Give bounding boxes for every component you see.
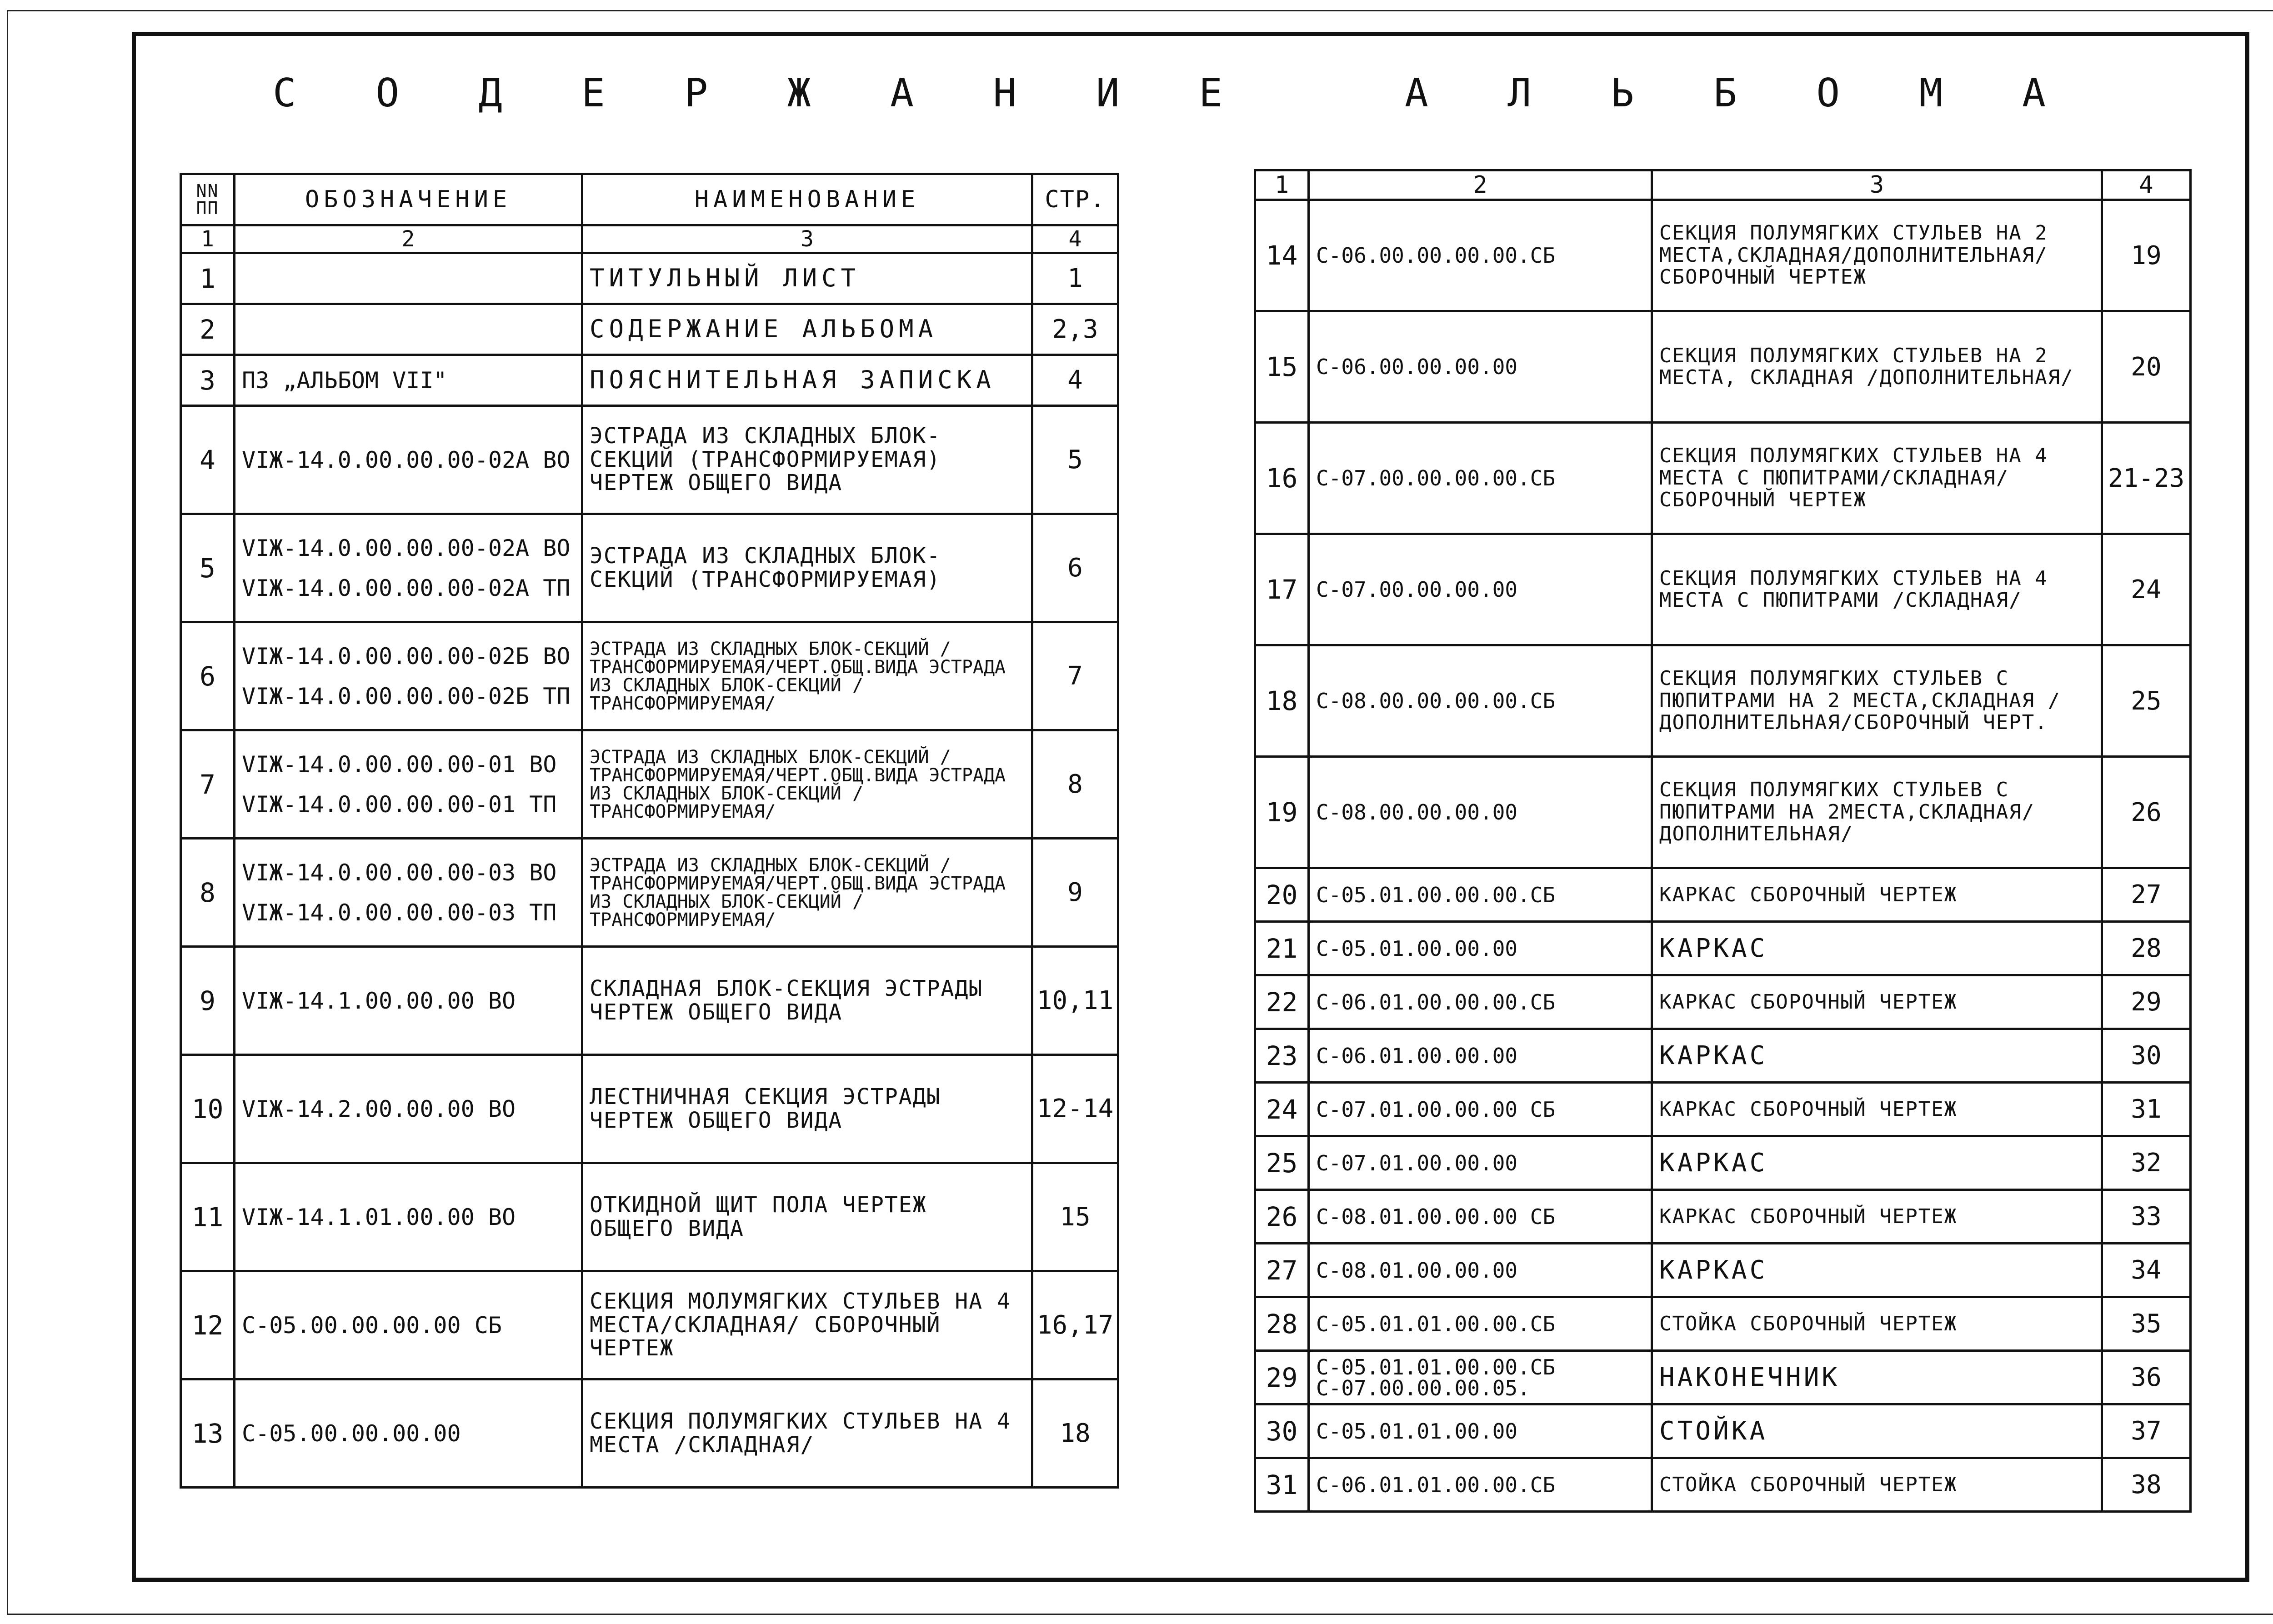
row-number: 23 — [1255, 1029, 1309, 1083]
designation-cell — [235, 622, 582, 730]
row-number: 5 — [181, 514, 235, 622]
row-number: 1 — [181, 253, 235, 304]
designation-code: С-05.00.00.00.00 СБ — [242, 1312, 502, 1339]
table-row — [181, 730, 1118, 839]
page-cell: 21-23 — [2102, 423, 2191, 534]
name-cell: НАКОНЕЧНИК — [1652, 1351, 2102, 1404]
column-number-row — [1255, 170, 2191, 200]
row-number: 16 — [1255, 423, 1309, 534]
designation-cell: С-06.01.00.00.00.СБ — [1309, 975, 1652, 1029]
row-number: 9 — [181, 947, 235, 1055]
name-cell: СКЛАДНАЯ БЛОК-СЕКЦИЯ ЭСТРАДЫ ЧЕРТЕЖ ОБЩЕГО ВИДА — [582, 947, 1032, 1055]
row-number: 14 — [1255, 200, 1309, 311]
page-cell: 12-14 — [1032, 1055, 1118, 1163]
title-letter: М — [1919, 70, 1943, 116]
page-cell: 37 — [2102, 1404, 2191, 1458]
row-number: 7 — [181, 730, 235, 839]
designation-cell: С-08.01.00.00.00 — [1309, 1244, 1652, 1297]
col-number: 1 — [1255, 170, 1309, 200]
designation-cell — [235, 514, 582, 622]
designation-code: VIЖ-14.0.00.00.00-02Б ВО — [242, 643, 571, 670]
header-nn: NN ПП — [181, 174, 235, 225]
table-row — [1255, 534, 2191, 645]
col-number: 3 — [1652, 170, 2102, 200]
page-cell: 34 — [2102, 1244, 2191, 1297]
row-number: 25 — [1255, 1136, 1309, 1190]
page-cell: 35 — [2102, 1297, 2191, 1351]
col-number: 4 — [1032, 225, 1118, 253]
page-cell: 9 — [1032, 839, 1118, 947]
page-cell: 31 — [2102, 1083, 2191, 1136]
name-cell: СЕКЦИЯ ПОЛУМЯГКИХ СТУЛЬЕВ С ПЮПИТРАМИ НА 2 МЕСТА,СКЛАДНАЯ /ДОПОЛНИТЕЛЬНАЯ/СБОРОЧНЫЙ ЧЕРТ. — [1652, 645, 2102, 757]
name-cell: КАРКАС — [1652, 922, 2102, 975]
name-cell: ЛЕСТНИЧНАЯ СЕКЦИЯ ЭСТРАДЫ ЧЕРТЕЖ ОБЩЕГО ВИДА — [582, 1055, 1032, 1163]
designation-cell — [235, 304, 582, 355]
page-cell: 8 — [1032, 730, 1118, 839]
page-cell: 10,11 — [1032, 947, 1118, 1055]
table-row — [1255, 1458, 2191, 1512]
row-number: 18 — [1255, 645, 1309, 757]
designation-cell: С-07.00.00.00.00.СБ — [1309, 423, 1652, 534]
page-cell: 26 — [2102, 757, 2191, 868]
designation-code: VIЖ-14.0.00.00.00-02Б ТП — [242, 683, 571, 710]
designation-cell — [235, 730, 582, 839]
designation-cell: С-08.00.00.00.00 — [1309, 757, 1652, 868]
designation-cell: С-07.01.00.00.00 — [1309, 1136, 1652, 1190]
designation-cell — [235, 947, 582, 1055]
table-row — [1255, 1244, 2191, 1297]
title-letter: Н — [993, 70, 1017, 116]
contents-table-left — [180, 173, 1119, 1489]
designation-code: ПЗ „АЛЬБОМ VII" — [242, 367, 447, 394]
table-row — [1255, 1190, 2191, 1244]
table-row — [1255, 1136, 2191, 1190]
page-cell: 32 — [2102, 1136, 2191, 1190]
page-cell: 5 — [1032, 406, 1118, 514]
designation-cell: С-07.00.00.00.00 — [1309, 534, 1652, 645]
row-number: 10 — [181, 1055, 235, 1163]
name-cell: КАРКАС — [1652, 1136, 2102, 1190]
designation-cell: С-05.01.01.00.00 — [1309, 1404, 1652, 1458]
page-cell: 6 — [1032, 514, 1118, 622]
designation-code: VIЖ-14.0.00.00.00-01 ТП — [242, 791, 557, 818]
header-row — [181, 174, 1118, 225]
table-row — [181, 406, 1118, 514]
name-cell: СТОЙКА СБОРОЧНЫЙ ЧЕРТЕЖ — [1652, 1297, 2102, 1351]
name-cell: ЭСТРАДА ИЗ СКЛАДНЫХ БЛОК-СЕКЦИЙ (ТРАНСФОРМИРУЕМАЯ) ЧЕРТЕЖ ОБЩЕГО ВИДА — [582, 406, 1032, 514]
table-row — [181, 1163, 1118, 1271]
page-cell: 15 — [1032, 1163, 1118, 1271]
table-row — [1255, 757, 2191, 868]
table-row — [181, 1379, 1118, 1488]
designation-code: VIЖ-14.0.00.00.00-01 ВО — [242, 751, 557, 778]
table-row — [1255, 868, 2191, 922]
row-number: 27 — [1255, 1244, 1309, 1297]
row-number: 22 — [1255, 975, 1309, 1029]
col-number: 2 — [235, 225, 582, 253]
contents-table-right — [1254, 169, 2192, 1513]
row-number: 17 — [1255, 534, 1309, 645]
table-row — [181, 253, 1118, 304]
col-number: 1 — [181, 225, 235, 253]
row-number: 19 — [1255, 757, 1309, 868]
page-cell: 28 — [2102, 922, 2191, 975]
table-row — [181, 1055, 1118, 1163]
title-letter: Б — [1713, 70, 1737, 116]
title-letter: Ж — [787, 70, 811, 116]
name-cell: ЭСТРАДА ИЗ СКЛАДНЫХ БЛОК-СЕКЦИЙ /ТРАНСФОРМИРУЕМАЯ/ЧЕРТ.ОБЩ.ВИДА ЭСТРАДА ИЗ СКЛАДНЫХ БЛОК-СЕКЦИЙ /ТРАНСФОРМИРУЕМАЯ/ — [582, 622, 1032, 730]
title-letter: Л — [1507, 70, 1532, 116]
title-letter: Р — [684, 70, 708, 116]
page-cell: 20 — [2102, 311, 2191, 423]
page-cell: 2,3 — [1032, 304, 1118, 355]
name-cell: СЕКЦИЯ МОЛУМЯГКИХ СТУЛЬЕВ НА 4 МЕСТА/СКЛАДНАЯ/ СБОРОЧНЫЙ ЧЕРТЕЖ — [582, 1271, 1032, 1379]
designation-cell — [235, 839, 582, 947]
row-number: 29 — [1255, 1351, 1309, 1404]
designation-cell — [235, 1379, 582, 1488]
name-cell: КАРКАС — [1652, 1244, 2102, 1297]
title-letter: С — [273, 70, 296, 116]
designation-code: VIЖ-14.0.00.00.00-02А ТП — [242, 575, 571, 601]
table-row — [181, 514, 1118, 622]
row-number: 28 — [1255, 1297, 1309, 1351]
header-name: НАИМЕНОВАНИЕ — [582, 174, 1032, 225]
page-cell: 7 — [1032, 622, 1118, 730]
page-cell: 38 — [2102, 1458, 2191, 1512]
designation-code: VIЖ-14.0.00.00.00-03 ВО — [242, 859, 557, 886]
table-row — [1255, 1083, 2191, 1136]
designation-cell: С-06.00.00.00.00.СБ — [1309, 200, 1652, 311]
table-row — [181, 839, 1118, 947]
name-cell: КАРКАС СБОРОЧНЫЙ ЧЕРТЕЖ — [1652, 868, 2102, 922]
table-row — [181, 622, 1118, 730]
table-row — [1255, 645, 2191, 757]
page-cell: 18 — [1032, 1379, 1118, 1488]
designation-cell: С-05.01.01.00.00.СБ — [1309, 1297, 1652, 1351]
page-cell: 24 — [2102, 534, 2191, 645]
table-row — [1255, 311, 2191, 423]
title-letter: Е — [1199, 70, 1223, 116]
row-number: 31 — [1255, 1458, 1309, 1512]
designation-cell — [235, 406, 582, 514]
title-letter: Е — [581, 70, 605, 116]
designation-code: VIЖ-14.2.00.00.00 ВО — [242, 1095, 516, 1122]
title-letter: А — [2022, 70, 2046, 116]
title-letter: Д — [478, 70, 502, 116]
row-number: 11 — [181, 1163, 235, 1271]
row-number: 4 — [181, 406, 235, 514]
page-cell: 30 — [2102, 1029, 2191, 1083]
title-letter: И — [1096, 70, 1120, 116]
name-cell: ЭСТРАДА ИЗ СКЛАДНЫХ БЛОК-СЕКЦИЙ (ТРАНСФОРМИРУЕМАЯ) — [582, 514, 1032, 622]
row-number: 24 — [1255, 1083, 1309, 1136]
table-row — [181, 947, 1118, 1055]
name-cell: ЭСТРАДА ИЗ СКЛАДНЫХ БЛОК-СЕКЦИЙ /ТРАНСФОРМИРУЕМАЯ/ЧЕРТ.ОБЩ.ВИДА ЭСТРАДА ИЗ СКЛАДНЫХ БЛОК-СЕКЦИЙ /ТРАНСФОРМИРУЕМАЯ/ — [582, 730, 1032, 839]
name-cell: ТИТУЛЬНЫЙ ЛИСТ — [582, 253, 1032, 304]
page-cell: 1 — [1032, 253, 1118, 304]
name-cell: ПОЯСНИТЕЛЬНАЯ ЗАПИСКА — [582, 355, 1032, 406]
title-letter: О — [375, 70, 400, 116]
title-letter: А — [1404, 70, 1428, 116]
table-row — [1255, 1351, 2191, 1404]
col-number: 2 — [1309, 170, 1652, 200]
page-cell: 27 — [2102, 868, 2191, 922]
table-row — [181, 355, 1118, 406]
name-cell: КАРКАС СБОРОЧНЫЙ ЧЕРТЕЖ — [1652, 1083, 2102, 1136]
designation-cell — [235, 1055, 582, 1163]
designation-cell — [235, 1163, 582, 1271]
row-number: 21 — [1255, 922, 1309, 975]
designation-code: VIЖ-14.1.00.00.00 ВО — [242, 987, 516, 1014]
row-number: 15 — [1255, 311, 1309, 423]
name-cell: СЕКЦИЯ ПОЛУМЯГКИХ СТУЛЬЕВ НА 2 МЕСТА, СКЛАДНАЯ /ДОПОЛНИТЕЛЬНАЯ/ — [1652, 311, 2102, 423]
table-row — [181, 1271, 1118, 1379]
row-number: 13 — [181, 1379, 235, 1488]
name-cell: СЕКЦИЯ ПОЛУМЯГКИХ СТУЛЬЕВ НА 4 МЕСТА С ПЮПИТРАМИ/СКЛАДНАЯ/СБОРОЧНЫЙ ЧЕРТЕЖ — [1652, 423, 2102, 534]
page-cell: 4 — [1032, 355, 1118, 406]
page-cell: 33 — [2102, 1190, 2191, 1244]
row-number: 8 — [181, 839, 235, 947]
designation-code: VIЖ-14.0.00.00.00-02А ВО — [242, 446, 571, 473]
name-cell: ОТКИДНОЙ ЩИТ ПОЛА ЧЕРТЕЖ ОБЩЕГО ВИДА — [582, 1163, 1032, 1271]
designation-cell: С-06.01.01.00.00.СБ — [1309, 1458, 1652, 1512]
page-cell: 29 — [2102, 975, 2191, 1029]
name-cell: ЭСТРАДА ИЗ СКЛАДНЫХ БЛОК-СЕКЦИЙ /ТРАНСФОРМИРУЕМАЯ/ЧЕРТ.ОБЩ.ВИДА ЭСТРАДА ИЗ СКЛАДНЫХ БЛОК-СЕКЦИЙ /ТРАНСФОРМИРУЕМАЯ/ — [582, 839, 1032, 947]
designation-cell: С-08.01.00.00.00 СБ — [1309, 1190, 1652, 1244]
col-number: 3 — [582, 225, 1032, 253]
designation-code: VIЖ-14.0.00.00.00-03 ТП — [242, 899, 557, 926]
designation-cell: С-07.01.00.00.00 СБ — [1309, 1083, 1652, 1136]
designation-cell: С-05.01.01.00.00.СБ С-07.00.00.00.05. — [1309, 1351, 1652, 1404]
designation-code: С-05.00.00.00.00 — [242, 1420, 461, 1447]
designation-cell: С-05.01.00.00.00 — [1309, 922, 1652, 975]
name-cell: СЕКЦИЯ ПОЛУМЯГКИХ СТУЛЬЕВ С ПЮПИТРАМИ НА 2МЕСТА,СКЛАДНАЯ/ДОПОЛНИТЕЛЬНАЯ/ — [1652, 757, 2102, 868]
name-cell: СЕКЦИЯ ПОЛУМЯГКИХ СТУЛЬЕВ НА 2 МЕСТА,СКЛАДНАЯ/ДОПОЛНИТЕЛЬНАЯ/СБОРОЧНЫЙ ЧЕРТЕЖ — [1652, 200, 2102, 311]
table-row — [1255, 1029, 2191, 1083]
row-number: 12 — [181, 1271, 235, 1379]
name-cell: СТОЙКА СБОРОЧНЫЙ ЧЕРТЕЖ — [1652, 1458, 2102, 1512]
header-designation: ОБОЗНАЧЕНИЕ — [235, 174, 582, 225]
title-letter: А — [890, 70, 914, 116]
designation-cell — [235, 355, 582, 406]
title-letter: Ь — [1610, 70, 1634, 116]
name-cell: СТОЙКА — [1652, 1404, 2102, 1458]
page-title — [273, 68, 2046, 118]
designation-code: VIЖ-14.1.01.00.00 ВО — [242, 1204, 516, 1230]
col-number: 4 — [2102, 170, 2191, 200]
row-number: 30 — [1255, 1404, 1309, 1458]
table-row — [1255, 200, 2191, 311]
page-cell: 16,17 — [1032, 1271, 1118, 1379]
title-letter: О — [1816, 70, 1840, 116]
header-page: СТР. — [1032, 174, 1118, 225]
table-row — [181, 304, 1118, 355]
row-number: 3 — [181, 355, 235, 406]
designation-cell — [235, 253, 582, 304]
row-number: 26 — [1255, 1190, 1309, 1244]
column-number-row — [181, 225, 1118, 253]
name-cell: СОДЕРЖАНИЕ АЛЬБОМА — [582, 304, 1032, 355]
designation-cell: С-06.01.00.00.00 — [1309, 1029, 1652, 1083]
table-row — [1255, 922, 2191, 975]
page-cell: 25 — [2102, 645, 2191, 757]
page-cell: 36 — [2102, 1351, 2191, 1404]
designation-code: VIЖ-14.0.00.00.00-02А ВО — [242, 535, 571, 561]
row-number: 20 — [1255, 868, 1309, 922]
table-row — [1255, 1297, 2191, 1351]
name-cell: КАРКАС СБОРОЧНЫЙ ЧЕРТЕЖ — [1652, 975, 2102, 1029]
name-cell: КАРКАС СБОРОЧНЫЙ ЧЕРТЕЖ — [1652, 1190, 2102, 1244]
designation-cell — [235, 1271, 582, 1379]
designation-cell: С-05.01.00.00.00.СБ — [1309, 868, 1652, 922]
name-cell: СЕКЦИЯ ПОЛУМЯГКИХ СТУЛЬЕВ НА 4 МЕСТА /СКЛАДНАЯ/ — [582, 1379, 1032, 1488]
row-number: 2 — [181, 304, 235, 355]
name-cell: КАРКАС — [1652, 1029, 2102, 1083]
name-cell: СЕКЦИЯ ПОЛУМЯГКИХ СТУЛЬЕВ НА 4 МЕСТА С ПЮПИТРАМИ /СКЛАДНАЯ/ — [1652, 534, 2102, 645]
table-row — [1255, 975, 2191, 1029]
row-number: 6 — [181, 622, 235, 730]
page-cell: 19 — [2102, 200, 2191, 311]
designation-cell: С-06.00.00.00.00 — [1309, 311, 1652, 423]
title-letter — [1302, 70, 1326, 116]
designation-cell: С-08.00.00.00.00.СБ — [1309, 645, 1652, 757]
table-row — [1255, 423, 2191, 534]
table-row — [1255, 1404, 2191, 1458]
